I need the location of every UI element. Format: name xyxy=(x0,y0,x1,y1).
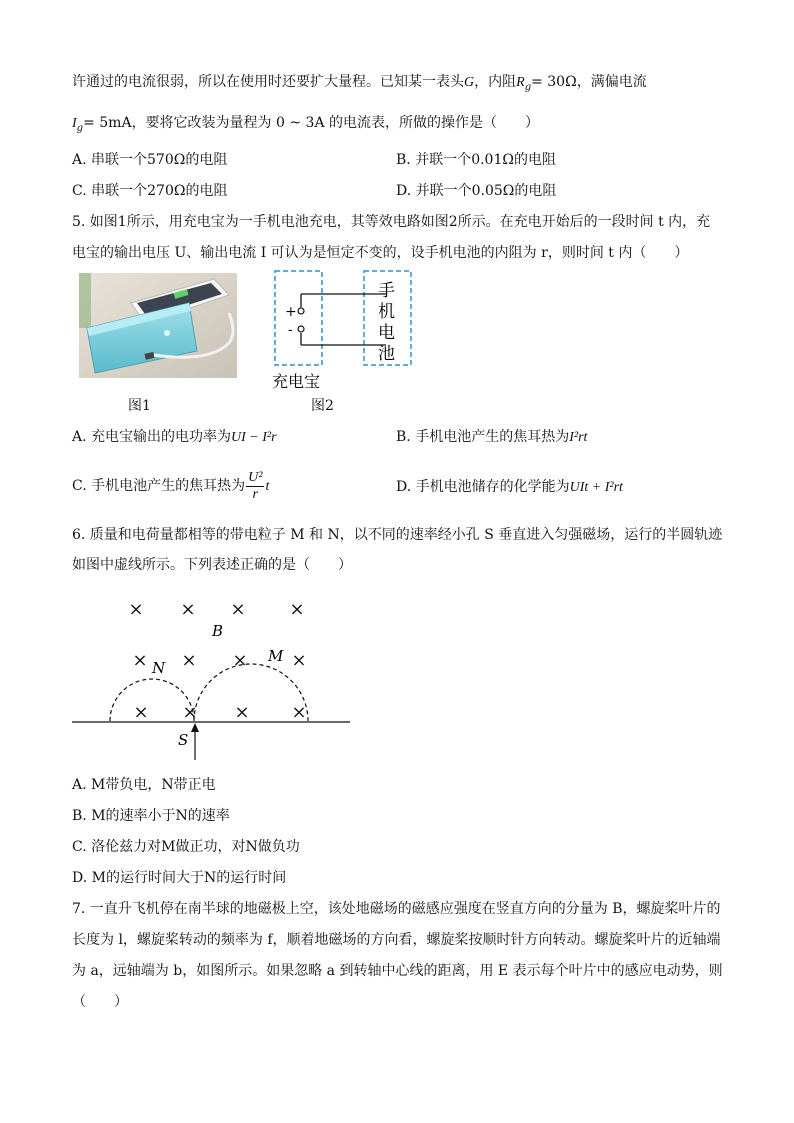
minus-sign: - xyxy=(288,322,293,338)
option-text: 手机电池储存的化学能为 xyxy=(415,479,570,495)
battery-char: 池 xyxy=(378,344,395,364)
resistance-value: = 30Ω xyxy=(531,74,577,90)
option-label: D. xyxy=(396,183,412,199)
field-label: B xyxy=(212,622,224,640)
power-bank-box xyxy=(275,271,322,365)
q5-option-b[interactable] xyxy=(396,427,587,448)
q4-option-a[interactable] xyxy=(72,150,227,170)
option-text: 串联一个570Ω的电阻 xyxy=(91,152,228,168)
q4-option-c[interactable] xyxy=(72,181,227,201)
q6-stem-line2: 如图中虚线所示。下列表述正确的是（ ） xyxy=(72,557,352,573)
figure2-caption: 图2 xyxy=(311,398,334,414)
particle-n-label: N xyxy=(152,659,166,677)
option-text: 并联一个0.01Ω的电阻 xyxy=(415,152,556,168)
equivalent-circuit-diagram xyxy=(265,268,425,393)
particle-m-label: M xyxy=(268,647,284,665)
q4-stem-text: ，内阻 xyxy=(474,74,517,90)
q5-option-a[interactable] xyxy=(72,427,277,448)
battery-char: 机 xyxy=(378,302,395,322)
field-cross: × xyxy=(180,599,196,620)
q4-option-d[interactable] xyxy=(396,181,556,201)
field-cross: × xyxy=(132,650,148,671)
q7-stem-line2: 长度为 l，螺旋桨转动的频率为 f，顺着地磁场的方向看，螺旋桨按顺时针方向转动。螺旋桨叶片的近轴端 xyxy=(72,932,721,948)
figure1-caption: 图1 xyxy=(128,398,151,414)
option-label: B. xyxy=(396,152,411,168)
field-cross: × xyxy=(181,650,197,671)
meter-symbol: G xyxy=(464,75,475,90)
q5-option-c[interactable] xyxy=(72,466,269,507)
field-cross: × xyxy=(232,650,248,671)
slit-label: S xyxy=(178,731,189,749)
field-cross: × xyxy=(289,599,305,620)
option-label: B. xyxy=(396,429,411,445)
option-text: 并联一个0.05Ω的电阻 xyxy=(415,183,557,199)
field-cross: × xyxy=(128,599,144,620)
option-text: 充电宝输出的电功率为 xyxy=(91,429,232,445)
positive-terminal xyxy=(298,308,304,314)
q7-stem-line3: 为 a，远轴端为 b，如图所示。如果忽略 a 到转轴中心线的距离，用 E 表示每个叶片中的感应电动势，则 xyxy=(72,963,723,979)
option-formula: UI − I²r xyxy=(231,430,277,445)
power-bank-photo xyxy=(79,273,237,378)
path-n xyxy=(110,679,194,721)
battery-char: 手 xyxy=(378,281,395,301)
q6-option-a[interactable]: A. M带负电，N带正电 xyxy=(72,777,216,793)
field-cross: × xyxy=(291,702,307,723)
q6-option-c[interactable]: C. 洛伦兹力对M做正功，对N做负功 xyxy=(72,839,300,855)
q5-stem-line1: 5. 如图1所示，用充电宝为一手机电池充电，其等效电路如图2所示。在充电开始后的一段时间 t 内，充 xyxy=(72,214,711,230)
current-subscript: g xyxy=(76,123,84,134)
q6-option-b[interactable]: B. M的速率小于N的速率 xyxy=(72,808,230,824)
q5-stem-line2: 电宝的输出电压 U、输出电流 I 可认为是恒定不变的，设手机电池的内阻为 r，则时间 t 内（ ） xyxy=(72,245,689,261)
plus-sign: + xyxy=(285,304,297,320)
negative-terminal xyxy=(298,326,304,332)
fraction xyxy=(246,470,264,503)
fraction-numerator: U² xyxy=(248,469,263,485)
field-cross: × xyxy=(182,702,198,723)
q5-option-d[interactable] xyxy=(396,477,623,498)
battery-char: 电 xyxy=(378,323,395,343)
option-label: C. xyxy=(72,478,87,494)
field-cross: × xyxy=(234,702,250,723)
option-label: A. xyxy=(72,152,87,168)
q4-stem-line1 xyxy=(72,72,647,98)
q6-stem-line1: 6. 质量和电荷量都相等的带电粒子 M 和 N，以不同的速率经小孔 S 垂直进入匀强磁场，运行的半圆轨迹 xyxy=(72,527,723,543)
q4-stem-line2 xyxy=(72,113,539,139)
field-cross: × xyxy=(133,702,149,723)
option-text: 手机电池产生的焦耳热为 xyxy=(415,429,570,445)
resistance-symbol: R xyxy=(516,75,525,90)
option-text: 手机电池产生的焦耳热为 xyxy=(91,478,246,494)
option-label: A. xyxy=(72,429,87,445)
option-formula: UIt + I²rt xyxy=(569,480,623,495)
q4-stem-text: 许通过的电流很弱，所以在使用时还要扩大量程。已知某一表头 xyxy=(72,74,464,90)
q7-stem-line1: 7. 一直升飞机停在南半球的地磁极上空，该处地磁场的磁感应强度在竖直方向的分量为 B，螺旋桨叶片的 xyxy=(72,901,721,917)
resistance-subscript: g xyxy=(524,82,532,93)
q4-stem-text: ，要将它改装为量程为 0 ~ 3A 的电流表，所做的操作是（ ） xyxy=(131,115,540,131)
fraction-denominator: r xyxy=(252,486,258,502)
option-formula: I²rt xyxy=(569,430,588,445)
arrow-head xyxy=(191,723,199,732)
q6-option-d[interactable]: D. M的运行时间大于N的运行时间 xyxy=(72,870,287,886)
magnetic-field-diagram xyxy=(66,590,356,765)
option-text: 串联一个270Ω的电阻 xyxy=(91,183,228,199)
q7-stem-line4: （ ） xyxy=(72,994,128,1010)
field-cross: × xyxy=(291,650,307,671)
q4-option-b[interactable] xyxy=(396,150,556,170)
option-formula: t xyxy=(265,479,270,494)
current-symbol: I xyxy=(72,116,77,131)
option-label: D. xyxy=(396,479,412,495)
power-bank-label: 充电宝 xyxy=(272,372,321,391)
field-cross: × xyxy=(230,599,246,620)
q4-stem-text: ，满偏电流 xyxy=(576,74,647,90)
option-label: C. xyxy=(72,183,87,199)
current-value: = 5mA xyxy=(83,115,132,131)
